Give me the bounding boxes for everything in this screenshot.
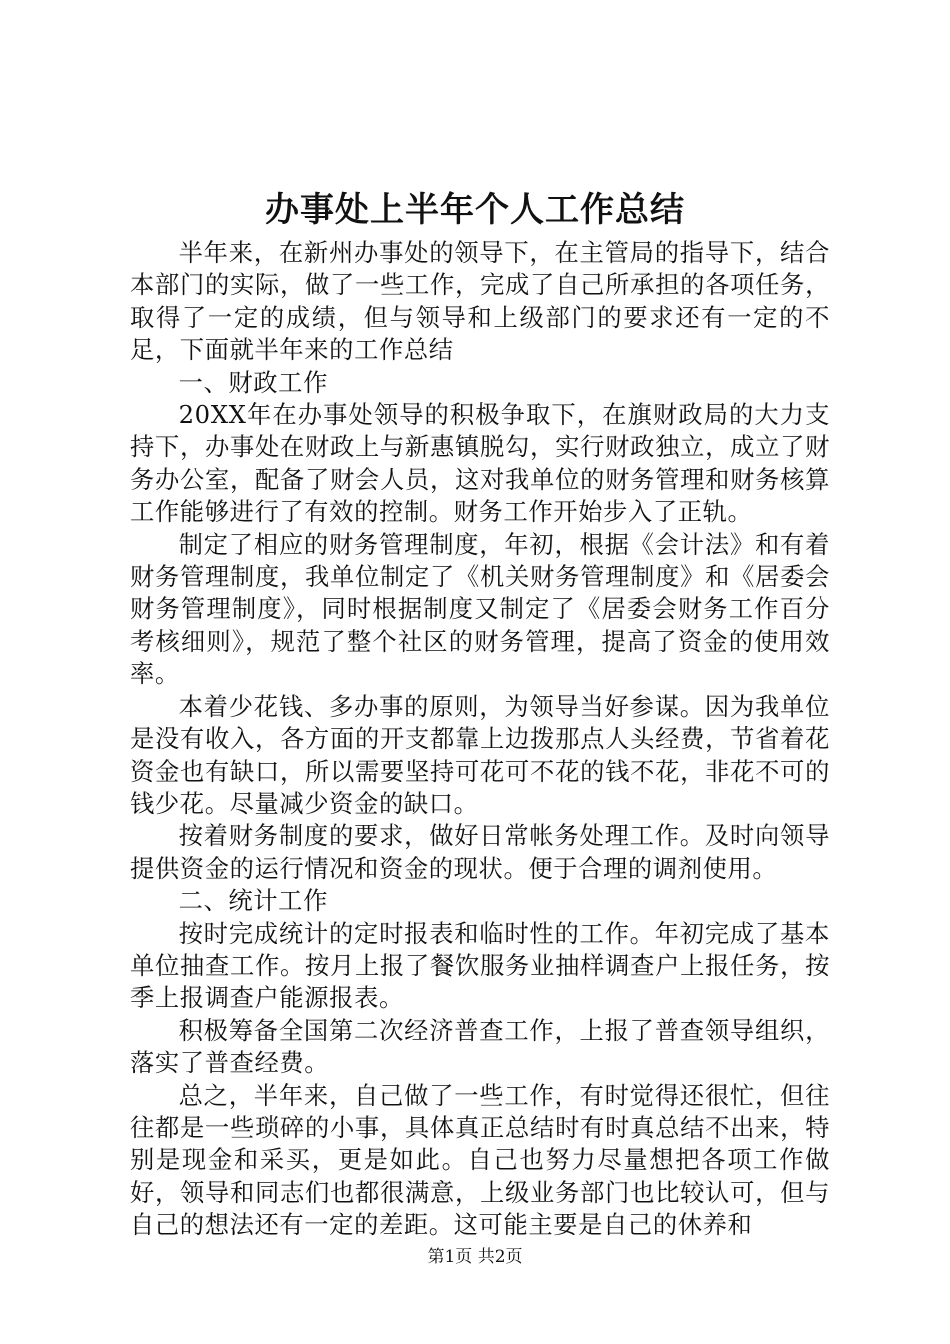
paragraph-summary: 总之，半年来，自己做了一些工作，有时觉得还很忙，但往往都是一些琐碎的小事，具体真正总结时有时真总结不出来，特别是现金和采买，更是如此。自己也努力尽量想把各项工作做好，领导和同志们也都很满意，上级业务部门也比较认可，但与自己的想法还有一定的差距。这可能主要是自己的休养和 (130, 1080, 830, 1240)
paragraph-statistics-1: 按时完成统计的定时报表和临时性的工作。年初完成了基本单位抽查工作。按月上报了餐饮服务业抽样调查户上报任务，按季上报调查户能源报表。 (130, 918, 830, 1013)
section-heading-finance: 一、财政工作 (178, 367, 328, 397)
page-footer: 第1页 共2页 (427, 1247, 523, 1267)
paragraph-finance-2: 制定了相应的财务管理制度，年初，根据《会计法》和有着财务管理制度，我单位制定了《机关财务管理制度》和《居委会财务管理制度》，同时根据制度又制定了《居委会财务工作百分考核细则》，规范了整个社区的财务管理，提高了资金的使用效率。 (130, 529, 830, 689)
paragraph-finance-4: 按着财务制度的要求，做好日常帐务处理工作。及时向领导提供资金的运行情况和资金的现状。便于合理的调剂使用。 (130, 821, 830, 883)
paragraph-intro: 半年来，在新州办事处的领导下，在主管局的指导下，结合本部门的实际，做了一些工作，完成了自己所承担的各项任务，取得了一定的成绩，但与领导和上级部门的要求还有一定的不足，下面就半年来的工作总结 (130, 238, 830, 365)
document-body (130, 237, 830, 1242)
paragraph-finance-1: 20XX年在办事处领导的积极争取下，在旗财政局的大力支持下，办事处在财政上与新惠镇脱勾，实行财政独立，成立了财务办公室，配备了财会人员，这对我单位的财务管理和财务核算工作能够进行了有效的控制。财务工作开始步入了正轨。 (130, 400, 830, 527)
paragraph-statistics-2: 积极筹备全国第二次经济普查工作，上报了普查领导组织，落实了普查经费。 (130, 1015, 830, 1078)
paragraph-finance-3: 本着少花钱、多办事的原则，为领导当好参谋。因为我单位是没有收入，各方面的开支都靠上边拨那点人头经费，节省着花资金也有缺口，所以需要坚持可花可不花的钱不花，非花不可的钱少花。尽量减少资金的缺口。 (130, 691, 830, 818)
section-heading-statistics: 二、统计工作 (178, 886, 328, 916)
document-title: 办事处上半年个人工作总结 (265, 190, 685, 230)
